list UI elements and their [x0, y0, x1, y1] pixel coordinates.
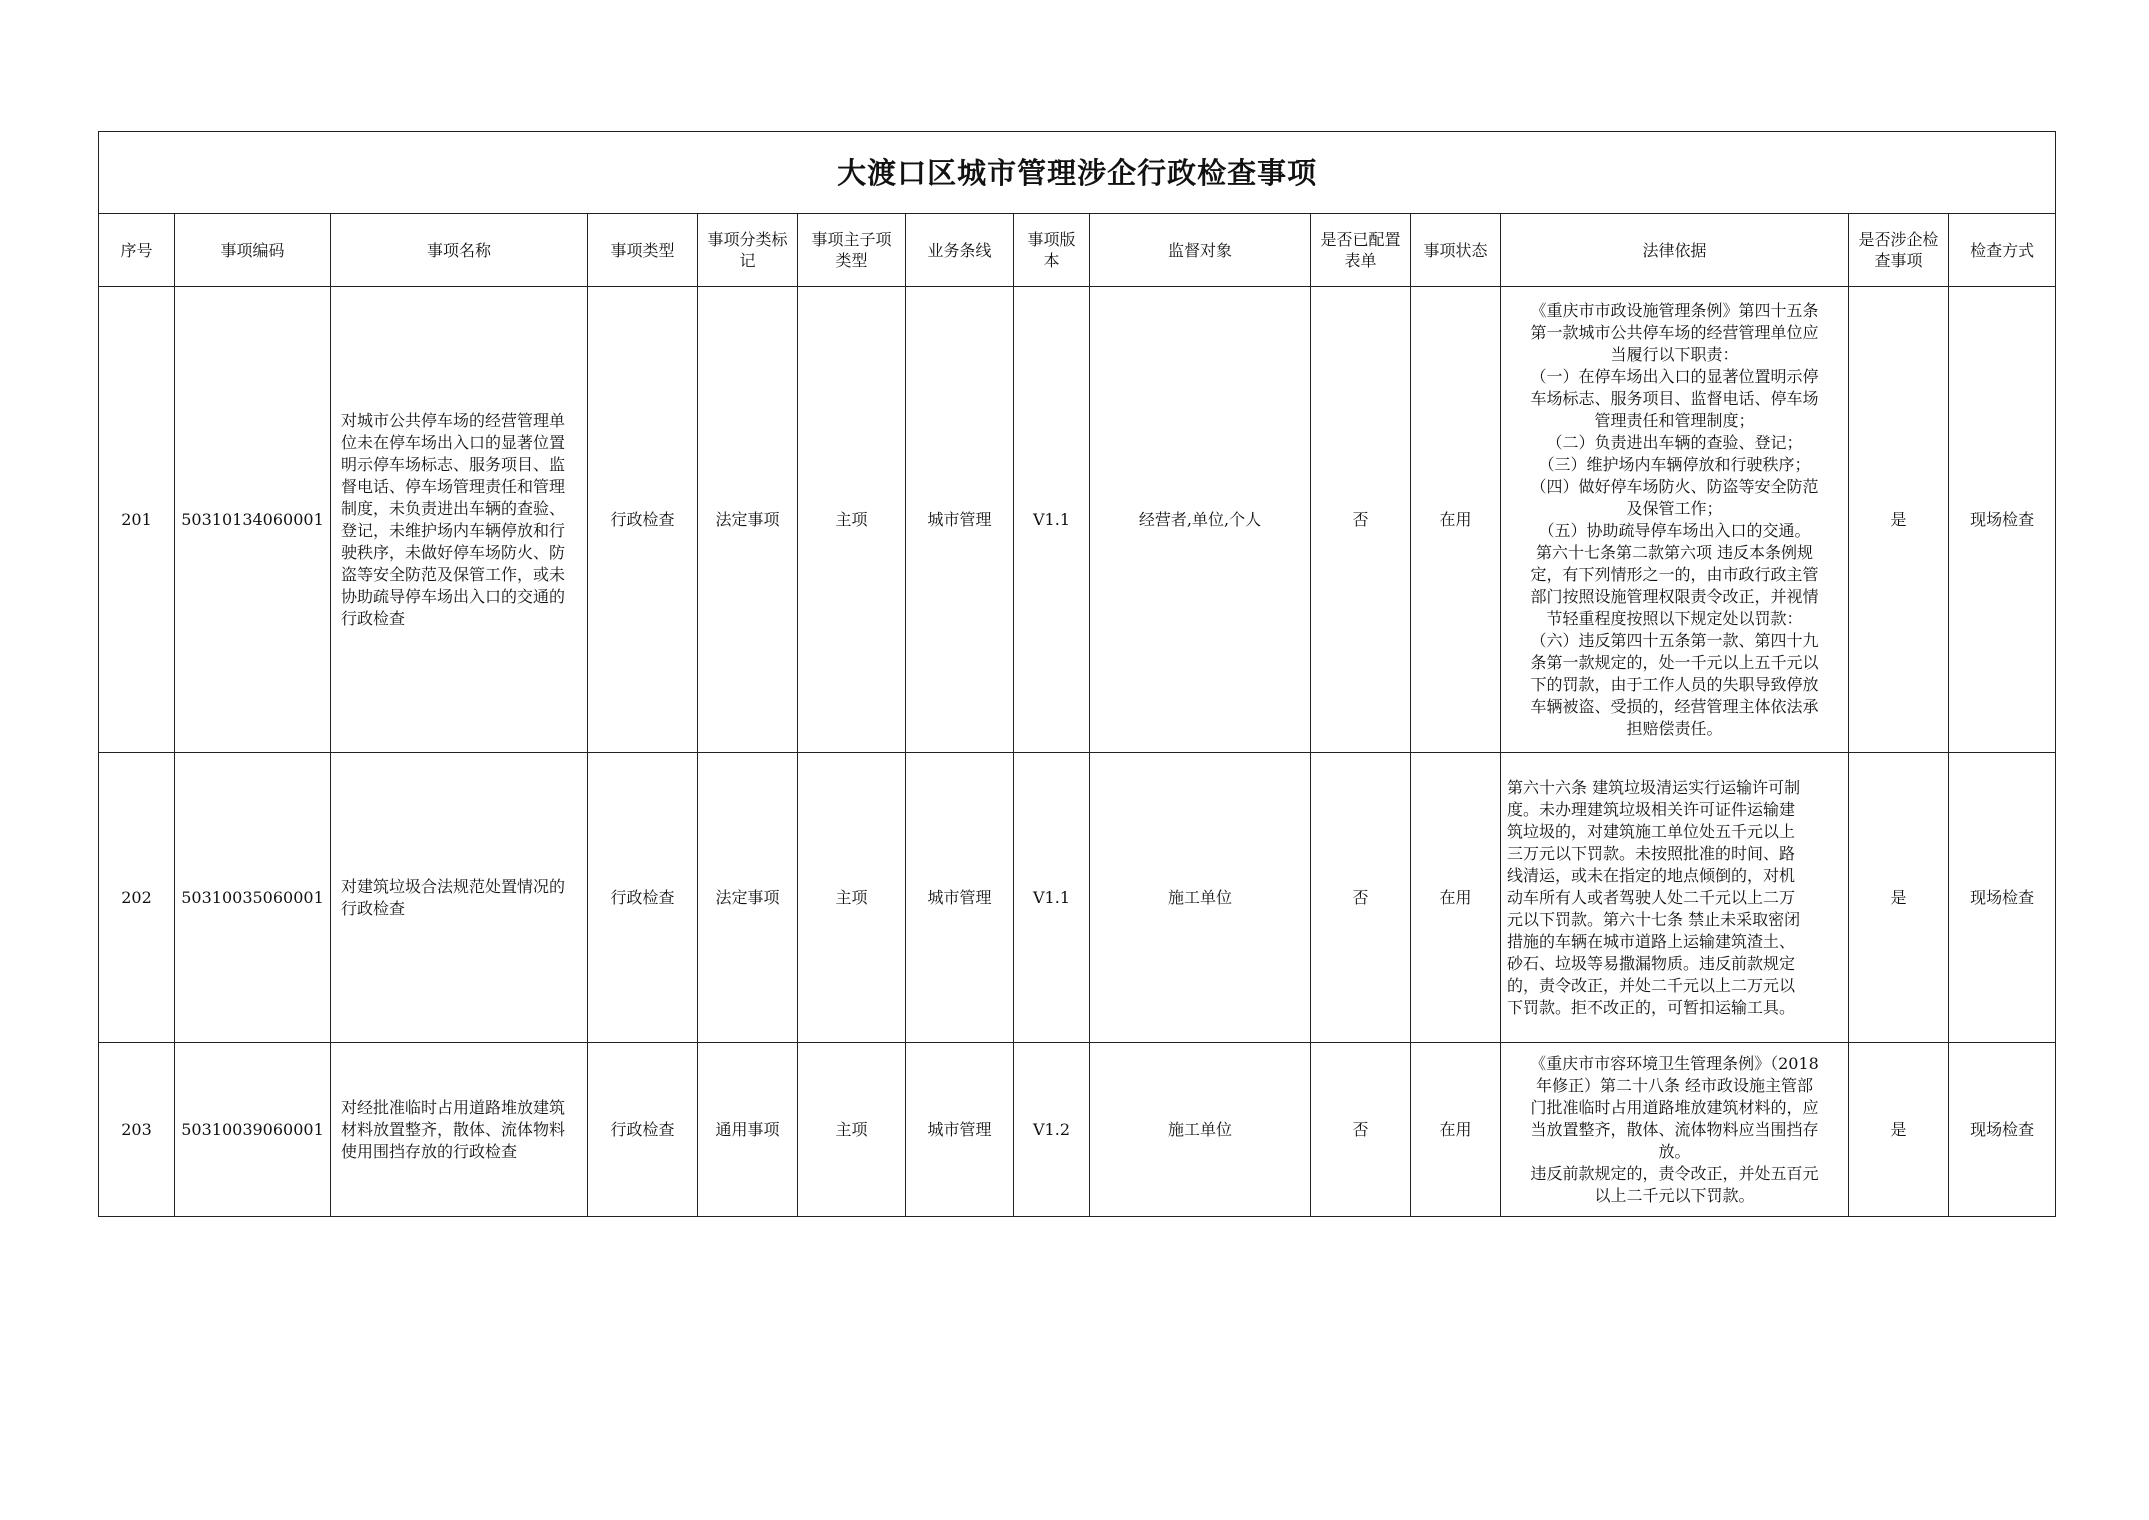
- law-line: 下罚款。拒不改正的，可暂扣运输工具。: [1507, 997, 1796, 1017]
- cell-enterprise: 是: [1849, 753, 1949, 1043]
- cell-main-sub: 主项: [798, 1043, 906, 1217]
- cell-version: V1.1: [1014, 753, 1090, 1043]
- law-line: （三）维护场内车辆停放和行驶秩序；: [1538, 454, 1811, 474]
- cell-code: 50310035060001: [175, 753, 331, 1043]
- law-line: 度。未办理建筑垃圾相关许可证件运输建: [1507, 799, 1796, 819]
- page-title: 大渡口区城市管理涉企行政检查事项: [99, 132, 2056, 214]
- cell-category: 通用事项: [698, 1043, 798, 1217]
- law-line: （五）协助疏导停车场出入口的交通。: [1538, 520, 1811, 540]
- cell-category: 法定事项: [698, 753, 798, 1043]
- law-line: 门批准临时占用道路堆放建筑材料的，应: [1530, 1097, 1819, 1117]
- header-line: 业务条线: [906, 214, 1014, 287]
- header-version: 事项版本: [1014, 214, 1090, 287]
- law-line: 《重庆市市容环境卫生管理条例》（2018: [1530, 1053, 1819, 1073]
- law-line: 当放置整齐，散体、流体物料应当围挡存: [1530, 1119, 1819, 1139]
- cell-form-configured: 否: [1311, 1043, 1411, 1217]
- law-line: 车辆被盗、受损的，经营管理主体依法承: [1530, 696, 1819, 716]
- cell-main-sub: 主项: [798, 287, 906, 753]
- cell-law: [1501, 1043, 1849, 1217]
- header-type: 事项类型: [588, 214, 698, 287]
- law-line: （四）做好停车场防火、防盗等安全防范: [1530, 476, 1819, 496]
- cell-type: 行政检查: [588, 1043, 698, 1217]
- law-line: 元以下罚款。第六十七条 禁止未采取密闭: [1507, 909, 1801, 929]
- law-line: 第六十七条第二款第六项 违反本条例规: [1535, 542, 1814, 562]
- cell-line: 城市管理: [906, 1043, 1014, 1217]
- cell-name: [331, 753, 588, 1043]
- law-line: 及保管工作；: [1626, 498, 1723, 518]
- law-line: （一）在停车场出入口的显著位置明示停: [1530, 366, 1819, 386]
- cell-status: 在用: [1411, 287, 1501, 753]
- law-line: 部门按照设施管理权限责令改正，并视情: [1530, 586, 1819, 606]
- cell-type: 行政检查: [588, 753, 698, 1043]
- cell-name: [331, 1043, 588, 1217]
- law-line: 条第一款规定的，处一千元以上五千元以: [1530, 652, 1819, 672]
- law-line: 筑垃圾的，对建筑施工单位处五千元以上: [1507, 821, 1796, 841]
- law-line: 第一款城市公共停车场的经营管理单位应: [1530, 322, 1819, 342]
- cell-law: [1501, 287, 1849, 753]
- law-line: 定，有下列情形之一的，由市政行政主管: [1530, 564, 1819, 584]
- law-line: （六）违反第四十五条第一款、第四十九: [1530, 630, 1819, 650]
- cell-method: 现场检查: [1949, 287, 2056, 753]
- cell-method: 现场检查: [1949, 753, 2056, 1043]
- law-line: 下的罚款，由于工作人员的失职导致停放: [1530, 674, 1819, 694]
- cell-target: 经营者,单位,个人: [1090, 287, 1311, 753]
- law-line: 第六十六条 建筑垃圾清运实行运输许可制: [1507, 777, 1801, 797]
- cell-target: 施工单位: [1090, 1043, 1311, 1217]
- law-line: 管理责任和管理制度；: [1594, 410, 1755, 430]
- cell-seq: 202: [99, 753, 175, 1043]
- cell-seq: 201: [99, 287, 175, 753]
- cell-form-configured: 否: [1311, 287, 1411, 753]
- header-category: 事项分类标记: [698, 214, 798, 287]
- law-line: 违反前款规定的，责令改正，并处五百元: [1530, 1163, 1819, 1183]
- cell-status: 在用: [1411, 753, 1501, 1043]
- header-main-sub: 事项主子项类型: [798, 214, 906, 287]
- cell-main-sub: 主项: [798, 753, 906, 1043]
- cell-form-configured: 否: [1311, 753, 1411, 1043]
- law-line: 的，责令改正，并处二千元以上二万元以: [1507, 975, 1796, 995]
- item-name-text: 对经批准临时占用道路堆放建筑材料放置整齐，散体、流体物料使用围挡存放的行政检查: [341, 1097, 566, 1161]
- law-line: 《重庆市市政设施管理条例》第四十五条: [1530, 300, 1819, 320]
- cell-type: 行政检查: [588, 287, 698, 753]
- law-line: 当履行以下职责：: [1610, 344, 1739, 364]
- law-line: （二）负责进出车辆的查验、登记；: [1546, 432, 1803, 452]
- header-row: [99, 214, 2056, 287]
- table-row: [99, 753, 2056, 1043]
- cell-version: V1.1: [1014, 287, 1090, 753]
- cell-status: 在用: [1411, 1043, 1501, 1217]
- law-line: 放。: [1658, 1141, 1691, 1161]
- header-status: 事项状态: [1411, 214, 1501, 287]
- law-line: 车场标志、服务项目、监督电话、停车场: [1530, 388, 1819, 408]
- header-seq: 序号: [99, 214, 175, 287]
- law-line: 节轻重程度按照以下规定处以罚款：: [1546, 608, 1803, 628]
- cell-category: 法定事项: [698, 287, 798, 753]
- header-form-configured: 是否已配置表单: [1311, 214, 1411, 287]
- cell-method: 现场检查: [1949, 1043, 2056, 1217]
- cell-seq: 203: [99, 1043, 175, 1217]
- cell-version: V1.2: [1014, 1043, 1090, 1217]
- cell-code: 50310039060001: [175, 1043, 331, 1217]
- inspection-items-table: [98, 131, 2056, 1217]
- header-code: 事项编码: [175, 214, 331, 287]
- header-name: 事项名称: [331, 214, 588, 287]
- cell-target: 施工单位: [1090, 753, 1311, 1043]
- cell-line: 城市管理: [906, 287, 1014, 753]
- cell-enterprise: 是: [1849, 287, 1949, 753]
- law-line: 线清运，或未在指定的地点倾倒的，对机: [1507, 865, 1796, 885]
- cell-enterprise: 是: [1849, 1043, 1949, 1217]
- table-row: [99, 1043, 2056, 1217]
- law-line: 措施的车辆在城市道路上运输建筑渣土、: [1507, 931, 1796, 951]
- item-name-text: 对建筑垃圾合法规范处置情况的行政检查: [341, 876, 566, 918]
- law-line: 以上二千元以下罚款。: [1594, 1185, 1755, 1205]
- cell-code: 50310134060001: [175, 287, 331, 753]
- cell-line: 城市管理: [906, 753, 1014, 1043]
- header-target: 监督对象: [1090, 214, 1311, 287]
- cell-law: [1501, 753, 1849, 1043]
- header-enterprise: 是否涉企检查事项: [1849, 214, 1949, 287]
- header-method: 检查方式: [1949, 214, 2056, 287]
- law-line: 担赔偿责任。: [1626, 718, 1723, 738]
- law-line: 年修正）第二十八条 经市政设施主管部: [1535, 1075, 1814, 1095]
- table-row: [99, 287, 2056, 753]
- law-line: 三万元以下罚款。未按照批准的时间、路: [1507, 843, 1796, 863]
- cell-name: [331, 287, 588, 753]
- law-line: 砂石、垃圾等易撒漏物质。违反前款规定: [1507, 953, 1796, 973]
- header-law: 法律依据: [1501, 214, 1849, 287]
- law-line: 动车所有人或者驾驶人处二千元以上二万: [1507, 887, 1796, 907]
- item-name-text: 对城市公共停车场的经营管理单位未在停车场出入口的显著位置明示停车场标志、服务项目、监督电话、停车场管理责任和管理制度，未负责进出车辆的查验、登记，未维护场内车辆停放和行驶秩序，未做好停车场防火、防盗等安全防范及保管工作，或未协助疏导停车场出入口的交通的行政检查: [341, 410, 566, 628]
